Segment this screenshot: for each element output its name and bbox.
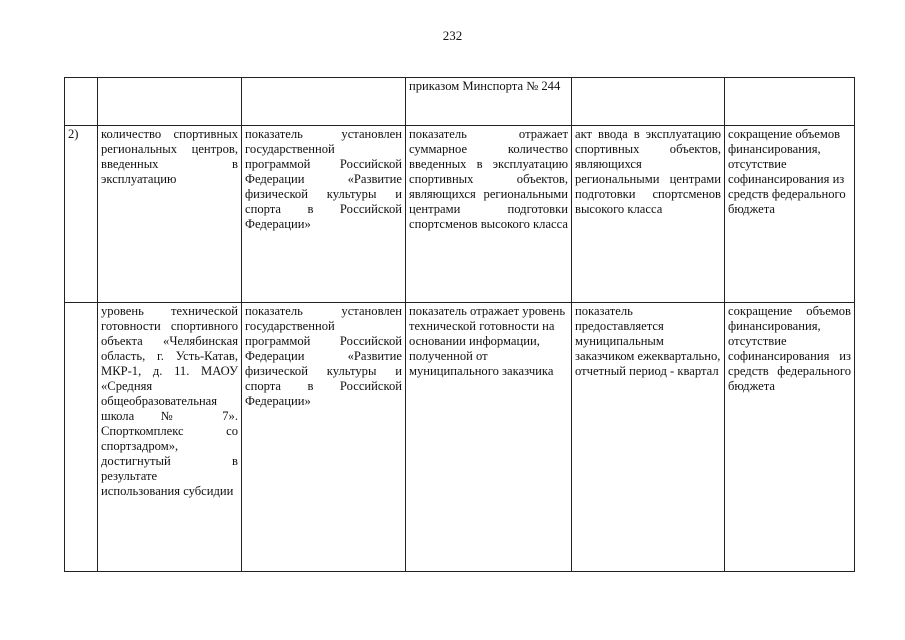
basis-cell	[242, 303, 406, 572]
source-cell	[572, 126, 725, 303]
basis-text: показатель установлен государственной программой Российской Федерации «Развитие физической культуры и спорта в Российской Федерации»	[245, 304, 402, 408]
table-cell	[98, 78, 242, 126]
indicator-text: уровень технической готовности спортивного объекта «Челябинская область, г. Усть-Катав, МКР-1, д. 11. МАОУ «Средняя общеобразовательная школа № 7». Спорткомплекс со спортзадром», достигнутый в результате использования субсидии	[101, 304, 238, 498]
source-cell	[572, 303, 725, 572]
consequence-text: сокращение объемов финансирования, отсутствие софинансирования из средств федерального бюджета	[728, 127, 846, 216]
basis-cell	[242, 126, 406, 303]
description-text: показатель отражает суммарное количество введенных в эксплуатацию спортивных объектов, являющихся региональными центрами подготовки спортсменов высокого класса	[409, 127, 568, 231]
table-cell	[65, 78, 98, 126]
indicator-text: количество спортивных региональных центров, введенных в эксплуатацию	[101, 127, 238, 186]
description-cell	[406, 303, 572, 572]
source-text: акт ввода в эксплуатацию спортивных объектов, являющихся региональными центрами подготовки спортсменов высокого класса	[575, 127, 721, 216]
table-cell	[725, 78, 855, 126]
table-cell	[572, 78, 725, 126]
row-number-cell	[65, 126, 98, 303]
page-number: 232	[442, 28, 463, 43]
table-row	[65, 303, 855, 572]
table-cell	[242, 78, 406, 126]
description-cell	[406, 126, 572, 303]
table-row	[65, 126, 855, 303]
order-reference-text: приказом Минспорта № 244	[409, 79, 561, 93]
table-cell	[406, 78, 572, 126]
consequence-cell	[725, 126, 855, 303]
consequence-text: сокращение объемов финансирования, отсутствие софинансирования из средств федерального бюджета	[728, 304, 851, 393]
indicators-table	[64, 77, 855, 572]
consequence-cell	[725, 303, 855, 572]
table-row	[65, 78, 855, 126]
row-number: 2)	[68, 127, 79, 141]
description-text: показатель отражает уровень технической готовности на основании информации, полученной от муниципального заказчика	[409, 304, 566, 378]
indicator-cell	[98, 126, 242, 303]
source-text: показатель предоставляется муниципальным заказчиком ежеквартально, отчетный период - квартал	[575, 304, 721, 378]
row-number-cell	[65, 303, 98, 572]
indicator-cell	[98, 303, 242, 572]
basis-text: показатель установлен государственной программой Российской Федерации «Развитие физической культуры и спорта в Российской Федерации»	[245, 127, 402, 231]
